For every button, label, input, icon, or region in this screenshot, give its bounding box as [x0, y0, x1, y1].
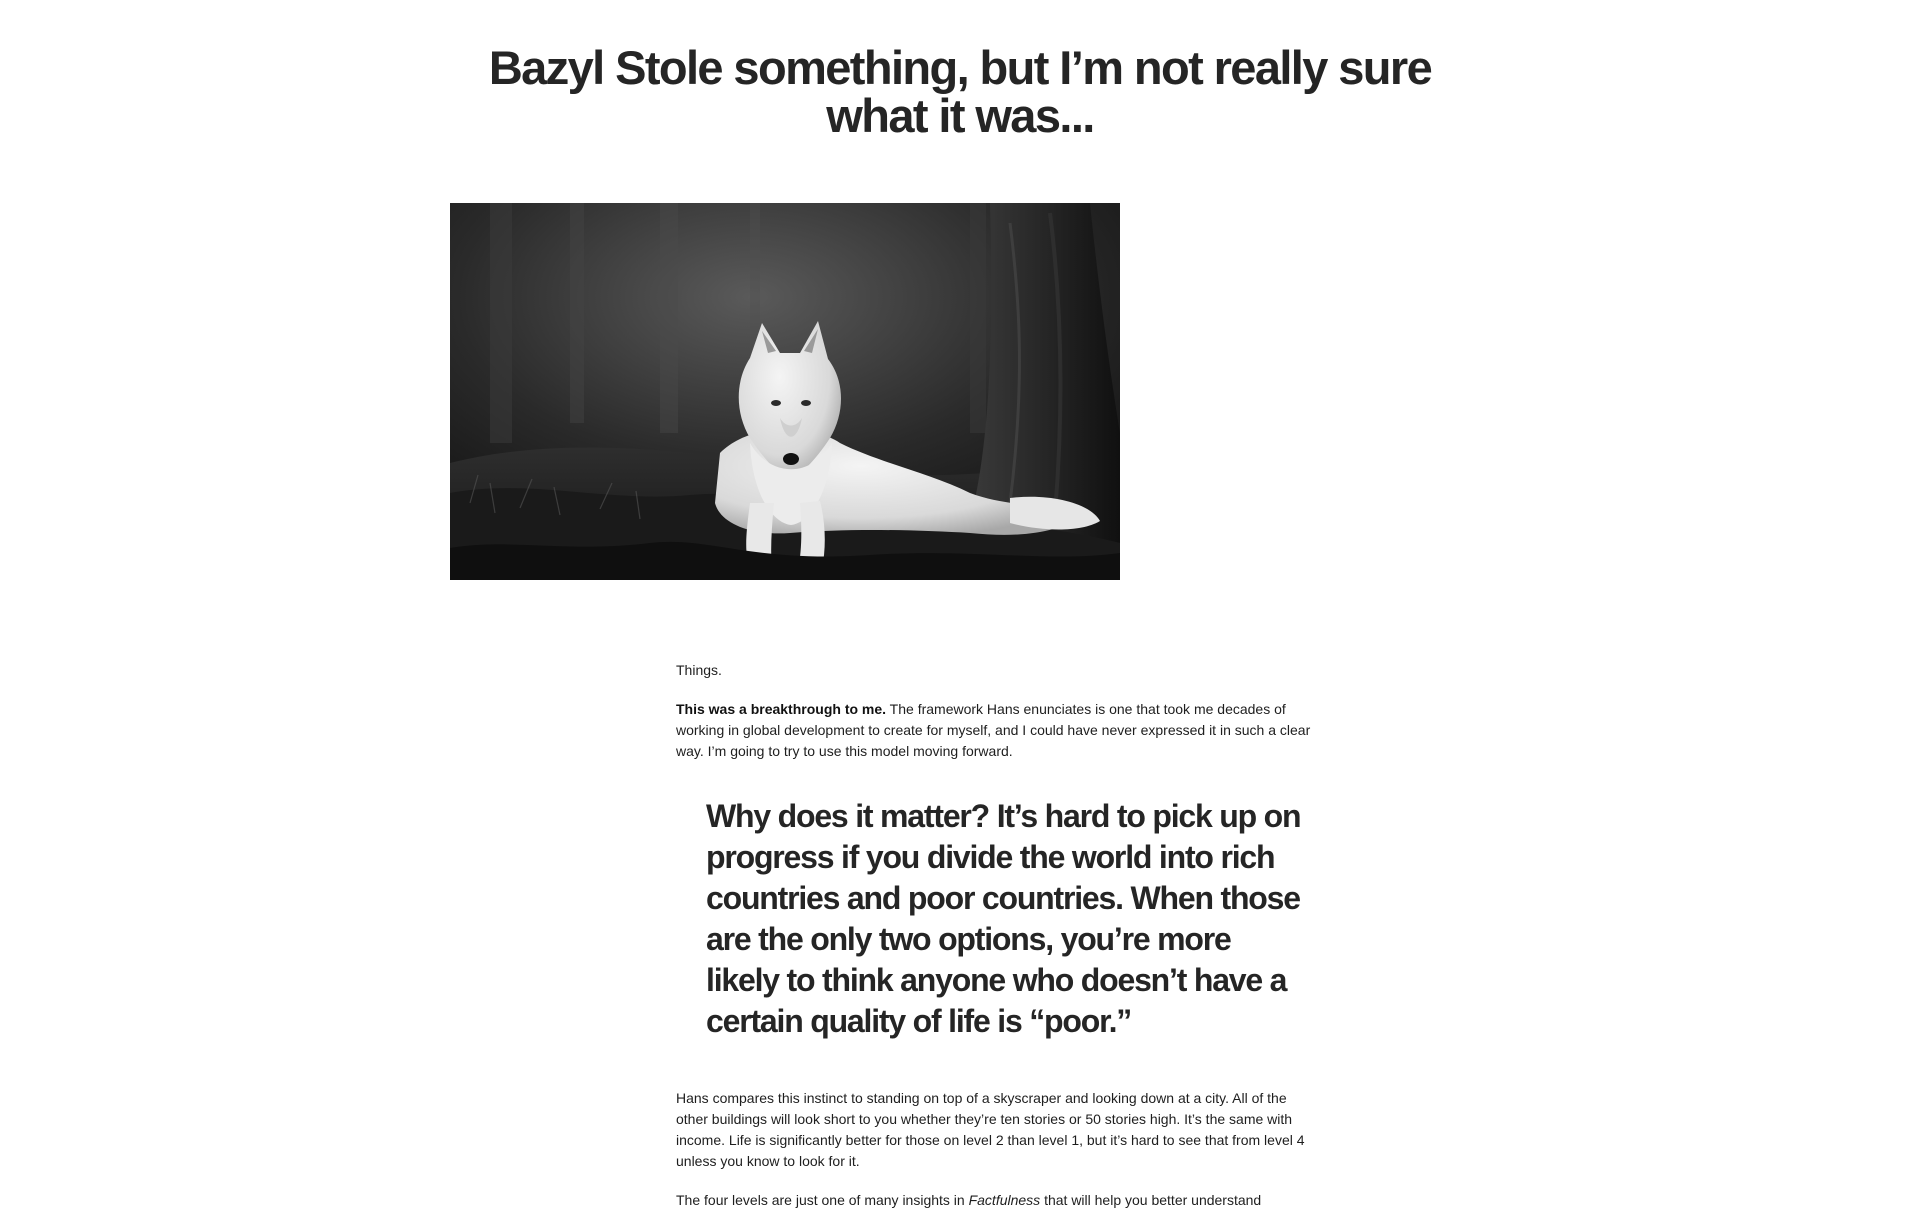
hero-image	[450, 203, 1120, 580]
pull-quote: Why does it matter? It’s hard to pick up on progress if you divide the world into rich countries and poor countries. When those are the only two options, you’re more likely to think anyone who doesn’t have a certain quality of life is “poor.”	[706, 798, 1301, 1039]
breakthrough-bold: This was a breakthrough to me.	[676, 701, 887, 717]
four-levels-end: that will help you better understand	[1040, 1192, 1262, 1208]
paragraph-skyscraper: Hans compares this instinct to standing on top of a skyscraper and looking down at a city. All of the other buildings will look short to you whether they’re ten stories or 50 stories high. It’s the same with income. Life is significantly better for those on level 2 than level 1, but it’s hard to see that from level 4 unless you know to look for it.	[676, 1090, 1305, 1169]
breakthrough-text: The framework Hans enunciates is one that took me decades of working in global development to create for myself, and I could have never expressed it in such a clear way. I’m going to try to use this model moving forward.	[676, 701, 1311, 759]
wolf-photo	[450, 203, 1120, 580]
paragraph-four-levels	[676, 1190, 1316, 1209]
article-body	[676, 660, 1316, 1209]
page-title: Bazyl Stole something, but I’m not really sure what it was...	[488, 41, 1432, 142]
paragraph-breakthrough	[676, 699, 1316, 762]
factfulness-title: Factfulness	[968, 1192, 1041, 1208]
four-levels-start: The four levels are just one of many insights in	[676, 1192, 969, 1208]
paragraph-things: Things.	[676, 662, 722, 678]
